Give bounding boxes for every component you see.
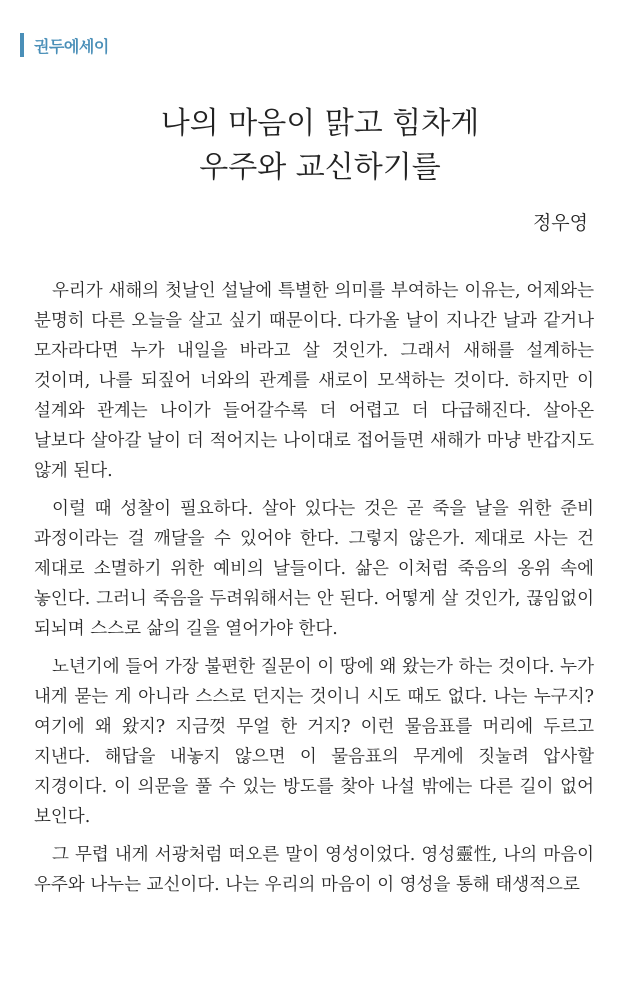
- section-label: [20, 33, 109, 57]
- paragraph-4: 그 무렵 내게 서광처럼 떠오른 말이 영성이었다. 영성靈性, 나의 마음이 우주와 나누는 교신이다. 나는 우리의 마음이 이 영성을 통해 태생적으로: [34, 845, 594, 895]
- author-name: 정우영: [532, 212, 588, 234]
- section-label-text: 권두에세이: [34, 36, 109, 56]
- title-line-1: 나의 마음이 맑고 힘차게: [160, 106, 480, 141]
- title-line-2: 우주와 교신하기를: [199, 150, 441, 185]
- paragraph-2: 이럴 때 성찰이 필요하다. 살아 있다는 것은 곧 죽을 날을 위한 준비 과정이라는 걸 깨달을 수 있어야 한다. 그렇지 않은가. 제대로 사는 건 제대로 소멸하기 위한 예비의 날들이다. 삶은 이처럼 죽음의 옹위 속에 놓인다. 그러니 죽음을 두려워해서는 안 된다. 어떻게 살 것인가, 끊임없이 되뇌며 스스로 삶의 길을 열어가야 한다.: [34, 499, 594, 639]
- page-title: [0, 102, 640, 190]
- section-accent-bar: [20, 33, 24, 57]
- paragraph-1: 우리가 새해의 첫날인 설날에 특별한 의미를 부여하는 이유는, 어제와는 분명히 다른 오늘을 살고 싶기 때문이다. 다가올 날이 지나간 날과 같거나 모자라다면 누가 내일을 바라고 살 것인가. 그래서 새해를 설계하는 것이며, 나를 되짚어 너와의 관계를 새로이 모색하는 것이다. 하지만 이 설계와 관계는 나이가 들어갈수록 더 어렵고 더 다급해진다. 살아온 날보다 살아갈 날이 더 적어지는 나이대로 접어들면 새해가 마냥 반갑지도 않게 된다.: [34, 281, 594, 481]
- paragraph-3: 노년기에 들어 가장 불편한 질문이 이 땅에 왜 왔는가 하는 것이다. 누가 내게 묻는 게 아니라 스스로 던지는 것이니 시도 때도 없다. 나는 누구지? 여기에 왜 왔지? 지금껏 무얼 한 거지? 이런 물음표를 머리에 두르고 지낸다. 해답을 내놓지 않으면 이 물음표의 무게에 짓눌려 압사할 지경이다. 이 의문을 풀 수 있는 방도를 찾아 나설 밖에는 다른 길이 없어 보인다.: [34, 657, 594, 827]
- article-body: [34, 276, 594, 908]
